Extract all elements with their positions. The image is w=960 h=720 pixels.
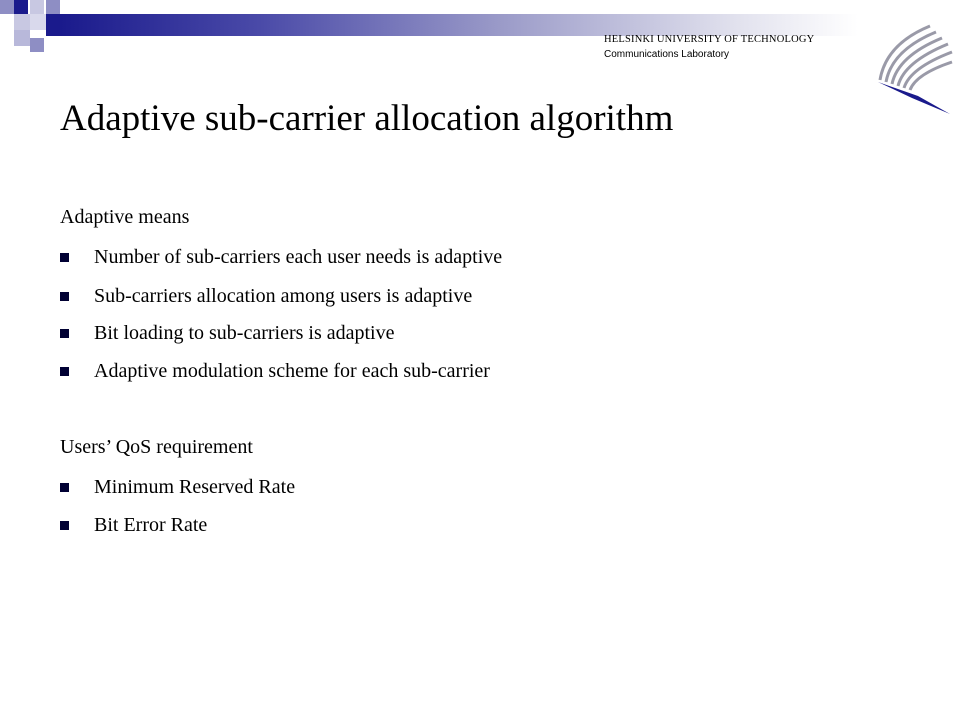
corner-square <box>30 0 44 14</box>
section-heading: Users’ QoS requirement <box>60 436 253 458</box>
square-bullet-icon <box>60 367 69 376</box>
list-item-text: Bit Error Rate <box>94 514 208 536</box>
square-bullet-icon <box>60 521 69 530</box>
list-item-text: Bit loading to sub-carriers is adaptive <box>94 322 395 344</box>
logo-wing <box>878 82 950 114</box>
corner-square <box>46 0 60 14</box>
corner-square <box>14 30 30 46</box>
logo-stroke <box>910 62 952 90</box>
corner-square <box>30 14 46 30</box>
list-item-text: Minimum Reserved Rate <box>94 476 296 498</box>
slide-title: Adaptive sub-carrier allocation algorithm <box>60 98 674 139</box>
list-item-text: Number of sub-carriers each user needs is adaptive <box>94 246 503 268</box>
corner-square <box>30 38 44 52</box>
square-bullet-icon <box>60 292 69 301</box>
square-bullet-icon <box>60 253 69 262</box>
square-bullet-icon <box>60 483 69 492</box>
corner-square <box>46 14 60 36</box>
logo-stroke <box>904 52 952 88</box>
university-name: HELSINKI UNIVERSITY OF TECHNOLOGY <box>604 34 815 45</box>
section-heading: Adaptive means <box>60 206 190 228</box>
laboratory-name: Communications Laboratory <box>604 49 730 60</box>
tkk-wing-logo-icon <box>872 22 954 118</box>
square-bullet-icon <box>60 329 69 338</box>
corner-square <box>0 0 14 14</box>
list-item-text: Sub-carriers allocation among users is adaptive <box>94 285 473 307</box>
list-item-text: Adaptive modulation scheme for each sub-carrier <box>94 360 490 382</box>
corner-square <box>14 14 30 30</box>
corner-square <box>14 0 28 14</box>
